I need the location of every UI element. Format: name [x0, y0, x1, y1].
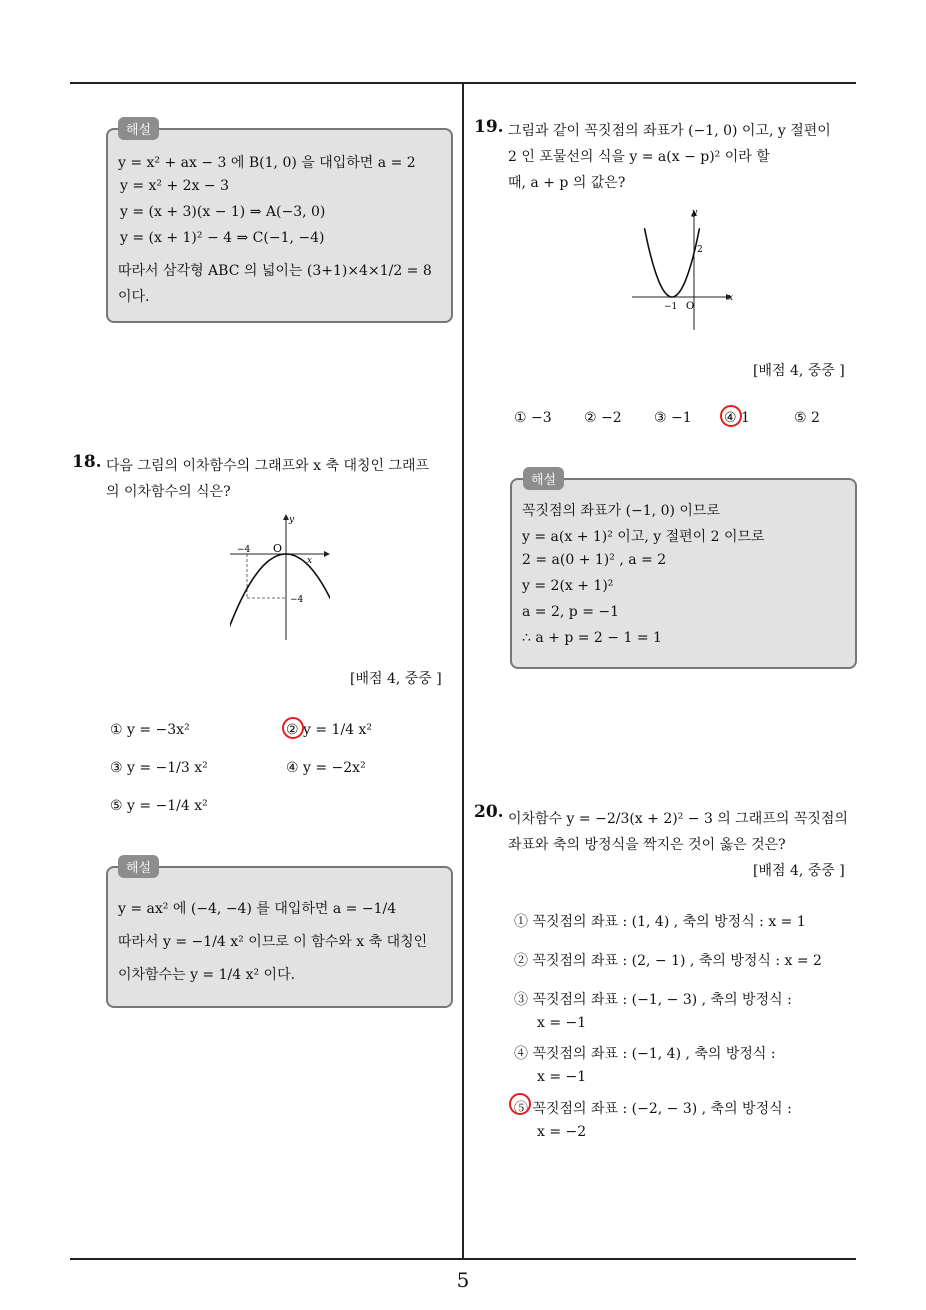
question-19-number: 19. — [474, 117, 504, 137]
column-divider — [462, 84, 464, 1258]
q19-y-label: y — [692, 208, 698, 218]
q18-answer-circle — [282, 717, 304, 739]
solution19-line-1: 꼭짓점의 좌표가 (−1, 0) 이므로 — [522, 503, 720, 519]
solution19-line-3: 2 = a(0 + 1)² , a = 2 — [522, 552, 667, 568]
solution17-line-6: 이다. — [118, 289, 150, 305]
q19-answer-circle — [720, 405, 742, 427]
bottom-rule — [70, 1258, 856, 1260]
question-19-text-3: 때, a + p 의 값은? — [508, 175, 626, 191]
solution19-line-4: y = 2(x + 1)² — [522, 578, 614, 594]
solution19-line-5: a = 2, p = −1 — [522, 604, 620, 620]
question-18-text-2: 의 이차함수의 식은? — [106, 484, 231, 500]
q20-choice-1[interactable]: ① 꼭짓점의 좌표 : (1, 4) , 축의 방정식 : x = 1 — [514, 914, 806, 930]
question-18-score: [배점 4, 중중 ] — [350, 671, 442, 687]
q20-choice-2[interactable]: ② 꼭짓점의 좌표 : (2, − 1) , 축의 방정식 : x = 2 — [514, 953, 822, 969]
q20-choice-5[interactable]: ⑤ 꼭짓점의 좌표 : (−2, − 3) , 축의 방정식 : — [514, 1101, 792, 1117]
solution18-line-2: 따라서 y = −1/4 x² 이므로 이 함수와 x 축 대칭인 — [118, 934, 428, 950]
q18-choice-3[interactable]: ③ y = −1/3 x² — [110, 760, 208, 776]
page-number: 5 — [456, 1268, 470, 1292]
question-19-text-2: 2 인 포물선의 식을 y = a(x − p)² 이라 할 — [508, 149, 770, 165]
question-20-number: 20. — [474, 802, 504, 822]
q18-choice-5[interactable]: ⑤ y = −1/4 x² — [110, 798, 208, 814]
q20-answer-circle — [509, 1093, 531, 1115]
q19-choice-4[interactable]: ④ 1 — [724, 410, 750, 426]
solution18-line-1: y = ax² 에 (−4, −4) 를 대입하면 a = −1/4 — [118, 901, 397, 917]
solution17-line-2: y = x² + 2x − 3 — [120, 178, 230, 194]
q19-minus1-label: −1 — [664, 302, 678, 312]
question-20-text-1: 이차함수 y = −2/3(x + 2)² − 3 의 그래프의 꼭짓점의 — [508, 811, 848, 827]
solution17-line-3: y = (x + 3)(x − 1) ⇒ A(−3, 0) — [120, 204, 326, 220]
q20-choice-4[interactable]: ④ 꼭짓점의 좌표 : (−1, 4) , 축의 방정식 : — [514, 1046, 776, 1062]
solution18-line-3: 이차함수는 y = 1/4 x² 이다. — [118, 967, 296, 983]
q18-x-label: x — [307, 556, 313, 566]
q18-choice-2[interactable]: ② y = 1/4 x² — [286, 722, 373, 738]
q18-minus4-x-label: −4 — [237, 545, 251, 555]
question-18-number: 18. — [72, 452, 102, 472]
question-20-score: [배점 4, 중중 ] — [753, 863, 845, 879]
question-19-graph — [630, 206, 740, 332]
solution17-line-1: y = x² + ax − 3 에 B(1, 0) 을 대입하면 a = 2 — [118, 155, 416, 171]
q18-choice-4[interactable]: ④ y = −2x² — [286, 760, 366, 776]
q20-choice-5-cont: x = −2 — [537, 1124, 587, 1140]
solution19-line-6: ∴ a + p = 2 − 1 = 1 — [522, 630, 662, 646]
solution17-line-4: y = (x + 1)² − 4 ⇒ C(−1, −4) — [120, 230, 325, 246]
question-18-graph — [230, 512, 330, 642]
solution-tab-17: 해설 — [118, 117, 159, 140]
q18-minus4-y-label: −4 — [290, 595, 304, 605]
q19-choice-2[interactable]: ② −2 — [584, 410, 622, 426]
solution17-line-5: 따라서 삼각형 ABC 의 넓이는 (3+1)×4×1/2 = 8 — [118, 263, 432, 279]
question-20-text-2: 좌표와 축의 방정식을 짝지은 것이 옳은 것은? — [508, 837, 786, 853]
q20-choice-3-cont: x = −1 — [537, 1015, 587, 1031]
question-18-text-1: 다음 그림의 이차함수의 그래프와 x 축 대칭인 그래프 — [106, 458, 430, 474]
solution-tab-19: 해설 — [523, 467, 564, 490]
q19-x-label: x — [728, 293, 734, 303]
q19-choice-5[interactable]: ⑤ 2 — [794, 410, 820, 426]
q19-2-label: 2 — [697, 245, 703, 255]
q18-y-label: y — [289, 515, 295, 525]
q19-origin-label: O — [686, 301, 695, 312]
solution-tab-18: 해설 — [118, 855, 159, 878]
question-19-score: [배점 4, 중중 ] — [753, 363, 845, 379]
q18-choice-1[interactable]: ① y = −3x² — [110, 722, 190, 738]
q18-origin-label: O — [273, 542, 283, 555]
solution19-line-2: y = a(x + 1)² 이고, y 절편이 2 이므로 — [522, 529, 765, 545]
q19-choice-3[interactable]: ③ −1 — [654, 410, 692, 426]
question-19-text-1: 그림과 같이 꼭짓점의 좌표가 (−1, 0) 이고, y 절편이 — [508, 123, 831, 139]
q20-choice-3[interactable]: ③ 꼭짓점의 좌표 : (−1, − 3) , 축의 방정식 : — [514, 992, 792, 1008]
q20-choice-4-cont: x = −1 — [537, 1069, 587, 1085]
q19-choice-1[interactable]: ① −3 — [514, 410, 552, 426]
